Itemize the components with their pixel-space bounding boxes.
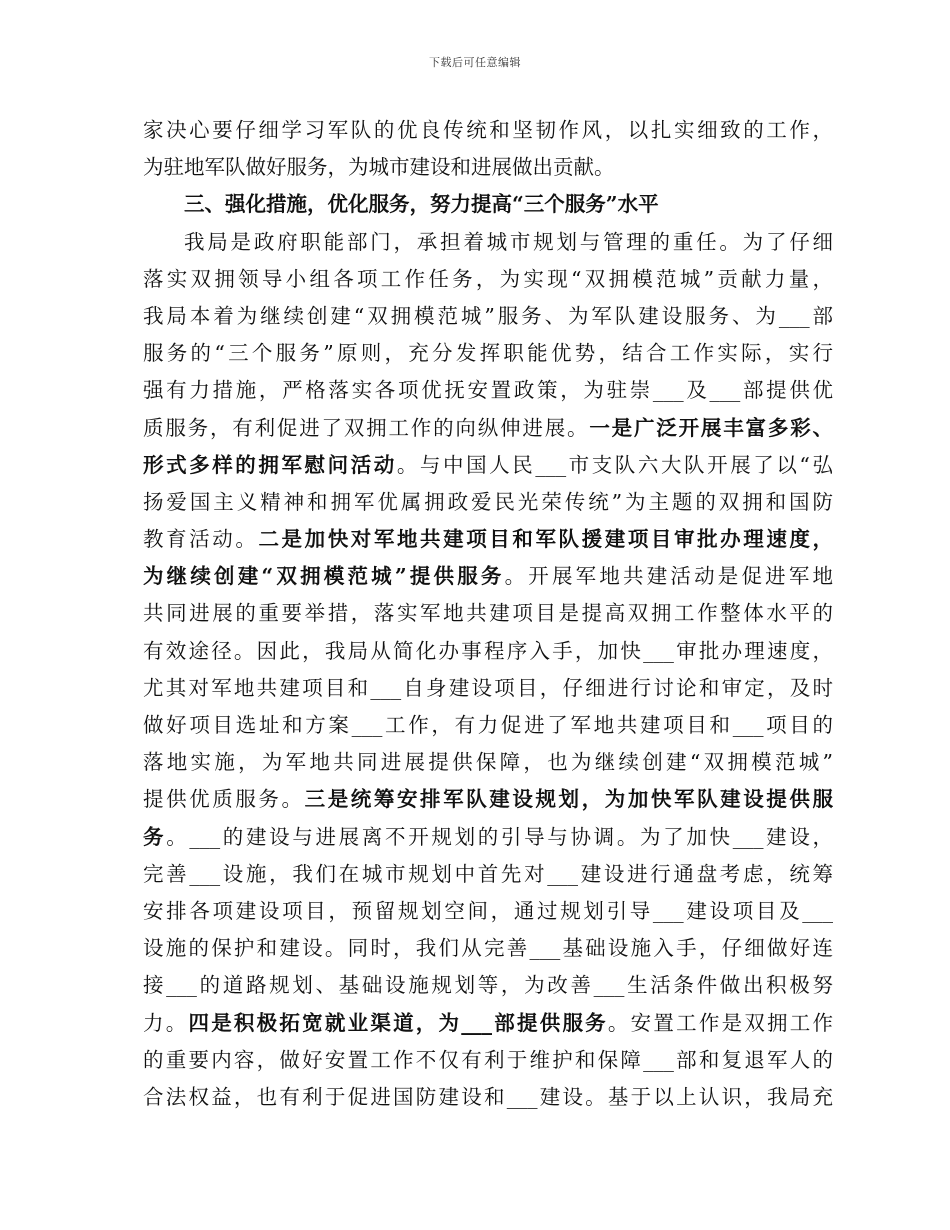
bold-text-segment: 三、强化措施，优化服务，努力提高“三个服务”水平	[184, 192, 659, 217]
text-segment: 。___的建设与进展离不开规划的引导与协调。为了加快___建设，	[166, 824, 834, 849]
text-line	[143, 410, 833, 447]
bold-text-segment: 三是统筹安排军队建设规划，为加快军队建设提供服	[304, 787, 834, 812]
text-line	[143, 261, 833, 298]
text-line	[143, 967, 833, 1004]
text-segment: 扬爱国主义精神和拥军优属拥政爱民光荣传统”为主题的双拥和国防	[143, 489, 833, 514]
text-line	[143, 335, 833, 372]
text-segment: 教育活动。	[143, 527, 259, 552]
text-line	[143, 224, 833, 261]
text-line	[143, 558, 833, 595]
page-header-note: 下载后可任意编辑	[429, 56, 521, 69]
text-segment: 质服务，有利促进了双拥工作的向纵伸进展。	[143, 415, 590, 440]
bold-text-segment: 为继续创建“双拥模范城”提供服务	[143, 564, 505, 589]
text-line	[143, 595, 833, 632]
text-line	[143, 781, 833, 818]
text-segment: 提供优质服务。	[143, 787, 305, 812]
text-segment: 。安置工作是双拥工作	[607, 1010, 834, 1035]
text-line	[143, 633, 833, 670]
text-segment: 我局本着为继续创建“双拥模范城”服务、为军队建设服务、为___部	[143, 303, 833, 328]
text-line	[143, 521, 833, 558]
bold-text-segment: 形式多样的拥军慰问活动	[143, 452, 397, 477]
text-segment: 。与中国人民___市支队六大队开展了以“弘	[396, 452, 833, 477]
text-segment: 做好项目选址和方案___工作，有力促进了军地共建项目和___项目的	[143, 713, 833, 737]
text-line	[143, 1079, 833, 1116]
text-line	[143, 707, 833, 744]
text-line	[143, 930, 833, 967]
text-segment: 落地实施，为军地共同进展提供保障，也为继续创建“双拥模范城”	[143, 750, 833, 775]
text-line	[143, 1042, 833, 1079]
text-segment: 完善___设施，我们在城市规划中首先对___建设进行通盘考虑，统筹	[143, 861, 833, 886]
text-line	[143, 1005, 833, 1042]
bold-text-segment: 四是积极拓宽就业渠道，为___部提供服务	[188, 1010, 608, 1035]
section-heading	[143, 186, 833, 223]
text-segment: 。开展军地共建活动是促进军地	[504, 564, 834, 589]
text-line	[143, 447, 833, 484]
text-line	[143, 484, 833, 521]
text-segment: 强有力措施，严格落实各项优抚安置政策，为驻崇___及___部提供优	[143, 378, 833, 403]
text-line	[143, 298, 833, 335]
text-line	[143, 893, 833, 930]
text-line	[143, 372, 833, 409]
text-segment: 接___的道路规划、基础设施规划等，为改善___生活条件做出积极努	[143, 973, 833, 998]
text-line	[143, 744, 833, 781]
text-segment: 尤其对军地共建项目和___自身建设项目，仔细进行讨论和审定，及时	[143, 675, 833, 700]
text-segment: 设施的保护和建设。同时，我们从完善___基础设施入手，仔细做好连	[143, 936, 833, 961]
text-line	[143, 856, 833, 893]
document-body	[143, 112, 833, 1116]
text-line	[143, 149, 833, 186]
text-segment: 落实双拥领导小组各项工作任务，为实现“双拥模范城”贡献力量，	[143, 266, 833, 291]
text-segment: 的重要内容，做好安置工作不仅有利于维护和保障___部和复退军人的	[143, 1047, 833, 1072]
text-segment: 为驻地军队做好服务，为城市建设和进展做出贡献。	[143, 155, 615, 180]
text-segment: 我局是政府职能部门，承担着城市规划与管理的重任。为了仔细	[184, 229, 833, 254]
text-segment: 服务的“三个服务”原则，充分发挥职能优势，结合工作实际，实行	[143, 341, 833, 366]
text-line	[143, 112, 833, 149]
text-segment: 家决心要仔细学习军队的优良传统和坚韧作风，以扎实细致的工作，	[143, 118, 833, 142]
bold-text-segment: 二是加快对军地共建项目和军队援建项目审批办理速度，	[258, 527, 834, 552]
text-segment: 力。	[143, 1010, 189, 1035]
text-segment: 有效途径。因此，我局从简化办事程序入手，加快___审批办理速度，	[143, 638, 833, 663]
text-segment: 共同进展的重要举措，落实军地共建项目是提高双拥工作整体水平的	[143, 601, 833, 626]
text-line	[143, 819, 833, 856]
bold-text-segment: 务	[143, 824, 167, 849]
text-segment: 合法权益，也有利于促进国防建设和___建设。基于以上认识，我局充	[143, 1084, 833, 1109]
bold-text-segment: 一是广泛开展丰富多彩、	[589, 415, 834, 440]
text-segment: 安排各项建设项目，预留规划空间，通过规划引导___建设项目及___	[143, 898, 833, 923]
text-line	[143, 670, 833, 707]
